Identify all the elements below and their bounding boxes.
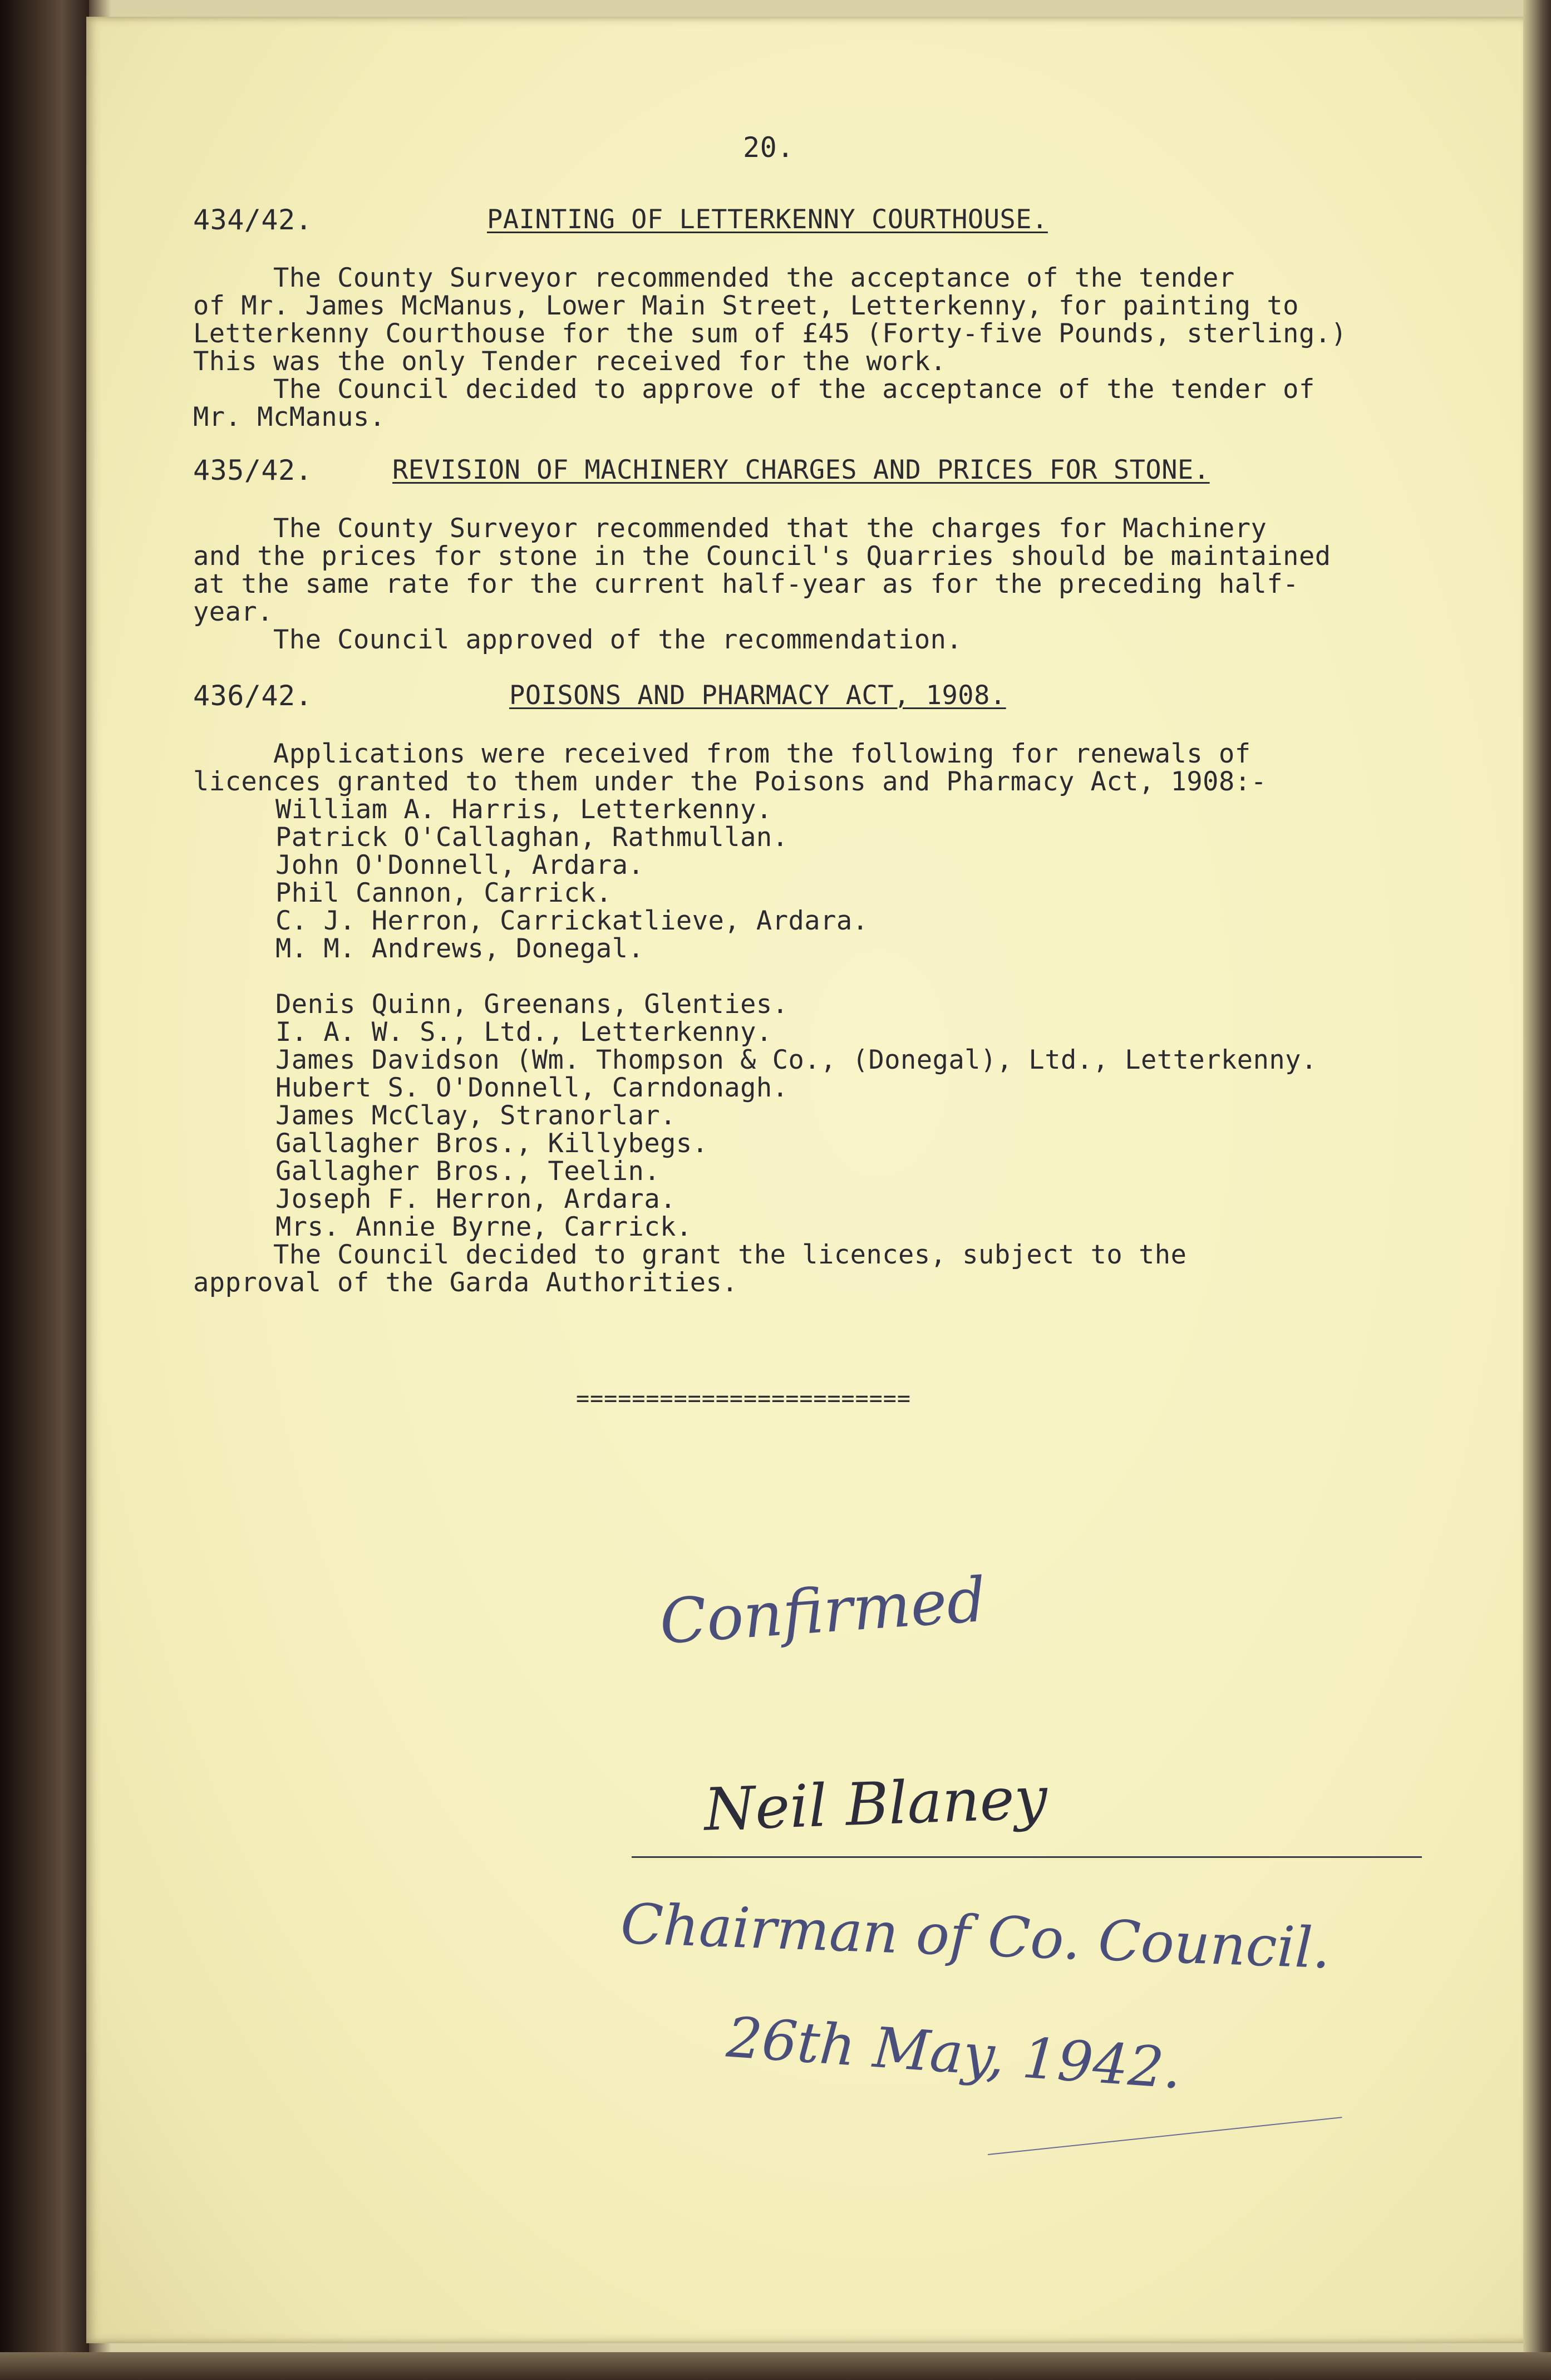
licensee-entry: C. J. Herron, Carrickatlieve, Ardara. — [275, 906, 869, 936]
pen-stroke — [988, 2117, 1342, 2155]
page-right-edge — [1523, 0, 1551, 2380]
handwritten-confirmed: Confirmed — [657, 1563, 988, 1658]
signature-line — [632, 1856, 1422, 1858]
licensee-entry: Phil Cannon, Carrick. — [275, 878, 612, 908]
item-434-line-4: This was the only Tender received for the work. — [193, 346, 947, 377]
book-binding — [0, 0, 89, 2380]
item-435-line-1: The County Surveyor recommended that the charges for Machinery — [193, 513, 1267, 544]
item-436-closing-1: The Council decided to grant the licences, subject to the — [193, 1240, 1187, 1270]
item-436-line-2: licences granted to them under the Poisons and Pharmacy Act, 1908:- — [193, 766, 1267, 797]
item-434-line-3: Letterkenny Courthouse for the sum of £45 (Forty-five Pounds, sterling.) — [193, 318, 1347, 349]
licensee-entry: Joseph F. Herron, Ardara. — [275, 1184, 676, 1214]
item-number-436: 436/42. — [193, 680, 313, 712]
licensee-entry: Denis Quinn, Greenans, Glenties. — [275, 989, 789, 1020]
licensee-entry: Gallagher Bros., Killybegs. — [275, 1128, 708, 1159]
handwritten-role: Chairman of Co. Council. — [619, 1891, 1332, 1981]
scan-bottom-edge — [0, 2352, 1551, 2380]
handwritten-date: 26th May, 1942. — [724, 2004, 1184, 2102]
licensee-entry: I. A. W. S., Ltd., Letterkenny. — [275, 1017, 772, 1048]
item-title-435: REVISION OF MACHINERY CHARGES AND PRICES FOR STONE. — [392, 455, 1210, 485]
item-number-435: 435/42. — [193, 454, 313, 486]
item-436-line-1: Applications were received from the following for renewals of — [193, 739, 1251, 769]
item-434-line-6: Mr. McManus. — [193, 402, 386, 432]
item-434-line-1: The County Surveyor recommended the acceptance of the tender — [193, 263, 1235, 293]
item-435-line-2: and the prices for stone in the Council's Quarries should be maintained — [193, 541, 1331, 572]
item-number-434: 434/42. — [193, 204, 313, 236]
licensee-entry: John O'Donnell, Ardara. — [275, 850, 644, 881]
licensee-entry: Hubert S. O'Donnell, Carndonagh. — [275, 1073, 789, 1103]
item-434-line-5: The Council decided to approve of the acceptance of the tender of — [193, 374, 1315, 405]
item-435-line-3: at the same rate for the current half-year as for the preceding half- — [193, 569, 1299, 599]
separator-rule: ======================== — [576, 1386, 911, 1412]
licensee-entry: James Davidson (Wm. Thompson & Co., (Donegal), Ltd., Letterkenny. — [275, 1045, 1317, 1075]
licensee-entry: M. M. Andrews, Donegal. — [275, 933, 644, 964]
licensee-entry: William A. Harris, Letterkenny. — [275, 794, 772, 825]
item-435-line-4: year. — [193, 597, 273, 627]
item-436-closing-2: approval of the Garda Authorities. — [193, 1267, 738, 1298]
handwritten-signature: Neil Blaney — [703, 1764, 1048, 1844]
item-434-line-2: of Mr. James McManus, Lower Main Street, Letterkenny, for painting to — [193, 291, 1299, 321]
item-title-436: POISONS AND PHARMACY ACT, 1908. — [509, 680, 1006, 711]
licensee-entry: Gallagher Bros., Teelin. — [275, 1156, 661, 1187]
item-title-434: PAINTING OF LETTERKENNY COURTHOUSE. — [487, 204, 1048, 235]
document-page — [86, 17, 1528, 2343]
licensee-entry: James McClay, Stranorlar. — [275, 1100, 676, 1131]
licensee-entry: Patrick O'Callaghan, Rathmullan. — [275, 822, 789, 853]
page-number: 20. — [743, 131, 794, 164]
item-435-line-5: The Council approved of the recommendation. — [193, 624, 963, 655]
licensee-entry: Mrs. Annie Byrne, Carrick. — [275, 1212, 692, 1242]
